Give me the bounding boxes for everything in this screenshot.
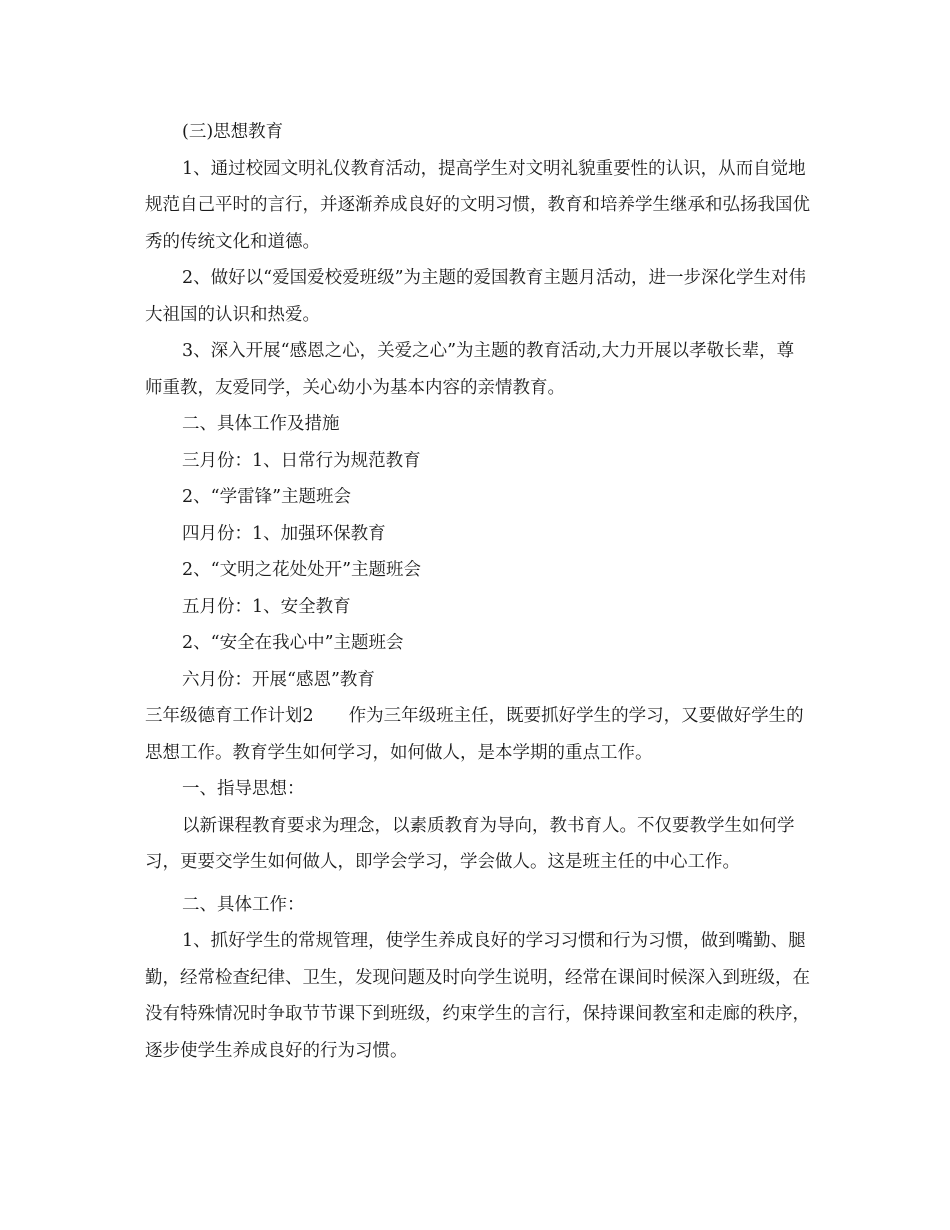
list-item-may-1: 五月份：1、安全教育	[182, 596, 351, 617]
section-heading-specific-work: 二、具体工作：	[182, 894, 305, 915]
document-body	[145, 114, 810, 1069]
section-heading-ideology: (三)思想教育	[182, 122, 284, 142]
paragraph-gratitude: 3、深入开展“感恩之心，关爱之心”为主题的教育活动,大力开展以孝敬长辈，尊师重教，友爱同学，关心幼小为基本内容的亲情教育。	[145, 341, 795, 398]
list-item-march-2: 2、“学雷锋”主题班会	[182, 487, 352, 507]
paragraph-etiquette: 1、通过校园文明礼仪教育活动，提高学生对文明礼貌重要性的认识，从而自觉地规范自己平时的言行，并逐渐养成良好的文明习惯，教育和培养学生继承和弘扬我国优秀的传统文化和道德。	[145, 158, 810, 252]
paragraph-patriotism: 2、做好以“爱国爱校爱班级”为主题的爱国教育主题月活动，进一步深化学生对伟大祖国的认识和热爱。	[145, 268, 807, 325]
list-item-april-2: 2、“文明之花处处开”主题班会	[182, 560, 422, 580]
list-item-april-1: 四月份：1、加强环保教育	[182, 523, 386, 544]
section-heading-measures: 二、具体工作及措施	[182, 414, 340, 434]
section-heading-guiding-thought: 一、指导思想：	[182, 779, 305, 799]
list-item-may-2: 2、“安全在我心中”主题班会	[182, 633, 404, 653]
list-item-june: 六月份：开展“感恩”教育	[182, 669, 375, 690]
paragraph-plan-2-intro: 三年级德育工作计划2 作为三年级班主任，既要抓好学生的学习，又要做好学生的思想工作。教育学生如何学习，如何做人，是本学期的重点工作。	[145, 706, 804, 763]
paragraph-routine-management: 1、抓好学生的常规管理，使学生养成良好的学习习惯和行为习惯，做到嘴勤、腿勤，经常检查纪律、卫生，发现问题及时向学生说明，经常在课间时候深入到班级，在没有特殊情况时争取节节课下到班级，约束学生的言行，保持课间教室和走廊的秩序，逐步使学生养成良好的行为习惯。	[145, 931, 810, 1061]
list-item-march-1: 三月份：1、日常行为规范教育	[182, 450, 421, 471]
paragraph-guiding-thought: 以新课程教育要求为理念，以素质教育为导向，教书育人。不仅要教学生如何学习，更要交学生如何做人，即学会学习，学会做人。这是班主任的中心工作。	[145, 815, 795, 872]
